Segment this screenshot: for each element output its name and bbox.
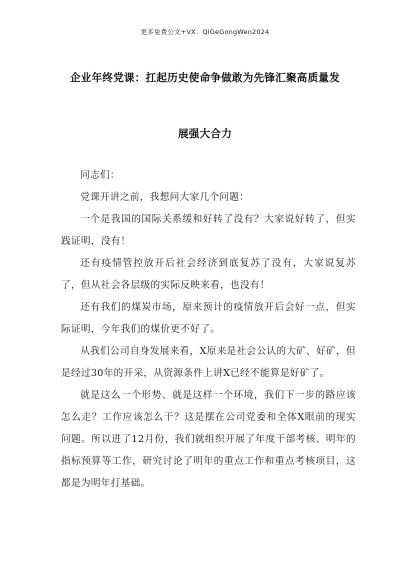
paragraph: 从我们公司自身发展来看，X原来是社会公认的大矿、好矿，但是经过30年的开采，从资源条件上讲X已经不能算是好矿了。	[61, 346, 356, 379]
document-title-line-2: 展强大合力	[178, 128, 232, 140]
paragraph: 一个是我国的国际关系缓和好转了没有？大家说好转了，但实践证明，没有！	[61, 214, 356, 247]
paragraph: 还有疫情管控放开后社会经济到底复苏了没有，大家说复苏了，但从社会各层级的实际反映来看，也没有！	[61, 258, 356, 291]
header-note: 更多免费公文+VX：QiGeGongWen2024	[140, 28, 270, 36]
paragraph: 还有我们的煤炭市场，原来预计的疫情放开后会好一点，但实际证明，今年我们的煤价更不好了。	[61, 302, 356, 335]
salutation: 同志们：	[80, 170, 120, 181]
paragraph: 就是这么一个形势、就是这样一个环境，我们下一步的路应该怎么走？工作应该怎么干？这是摆在公司党委和全体X眼前的现实问题。所以进了12月份，我们就组织开展了年度干部考核、明年的指标预算等工作，研究讨论了明年的重点工作和重点考核项目，这都是为明年打基础。	[61, 390, 356, 489]
paragraph: 党课开讲之前，我想问大家几个问题：	[80, 192, 250, 203]
document-body	[61, 165, 356, 495]
document-title-line-1: 企业年终党课：扛起历史使命争做敢为先锋汇聚高质量发	[70, 72, 340, 84]
